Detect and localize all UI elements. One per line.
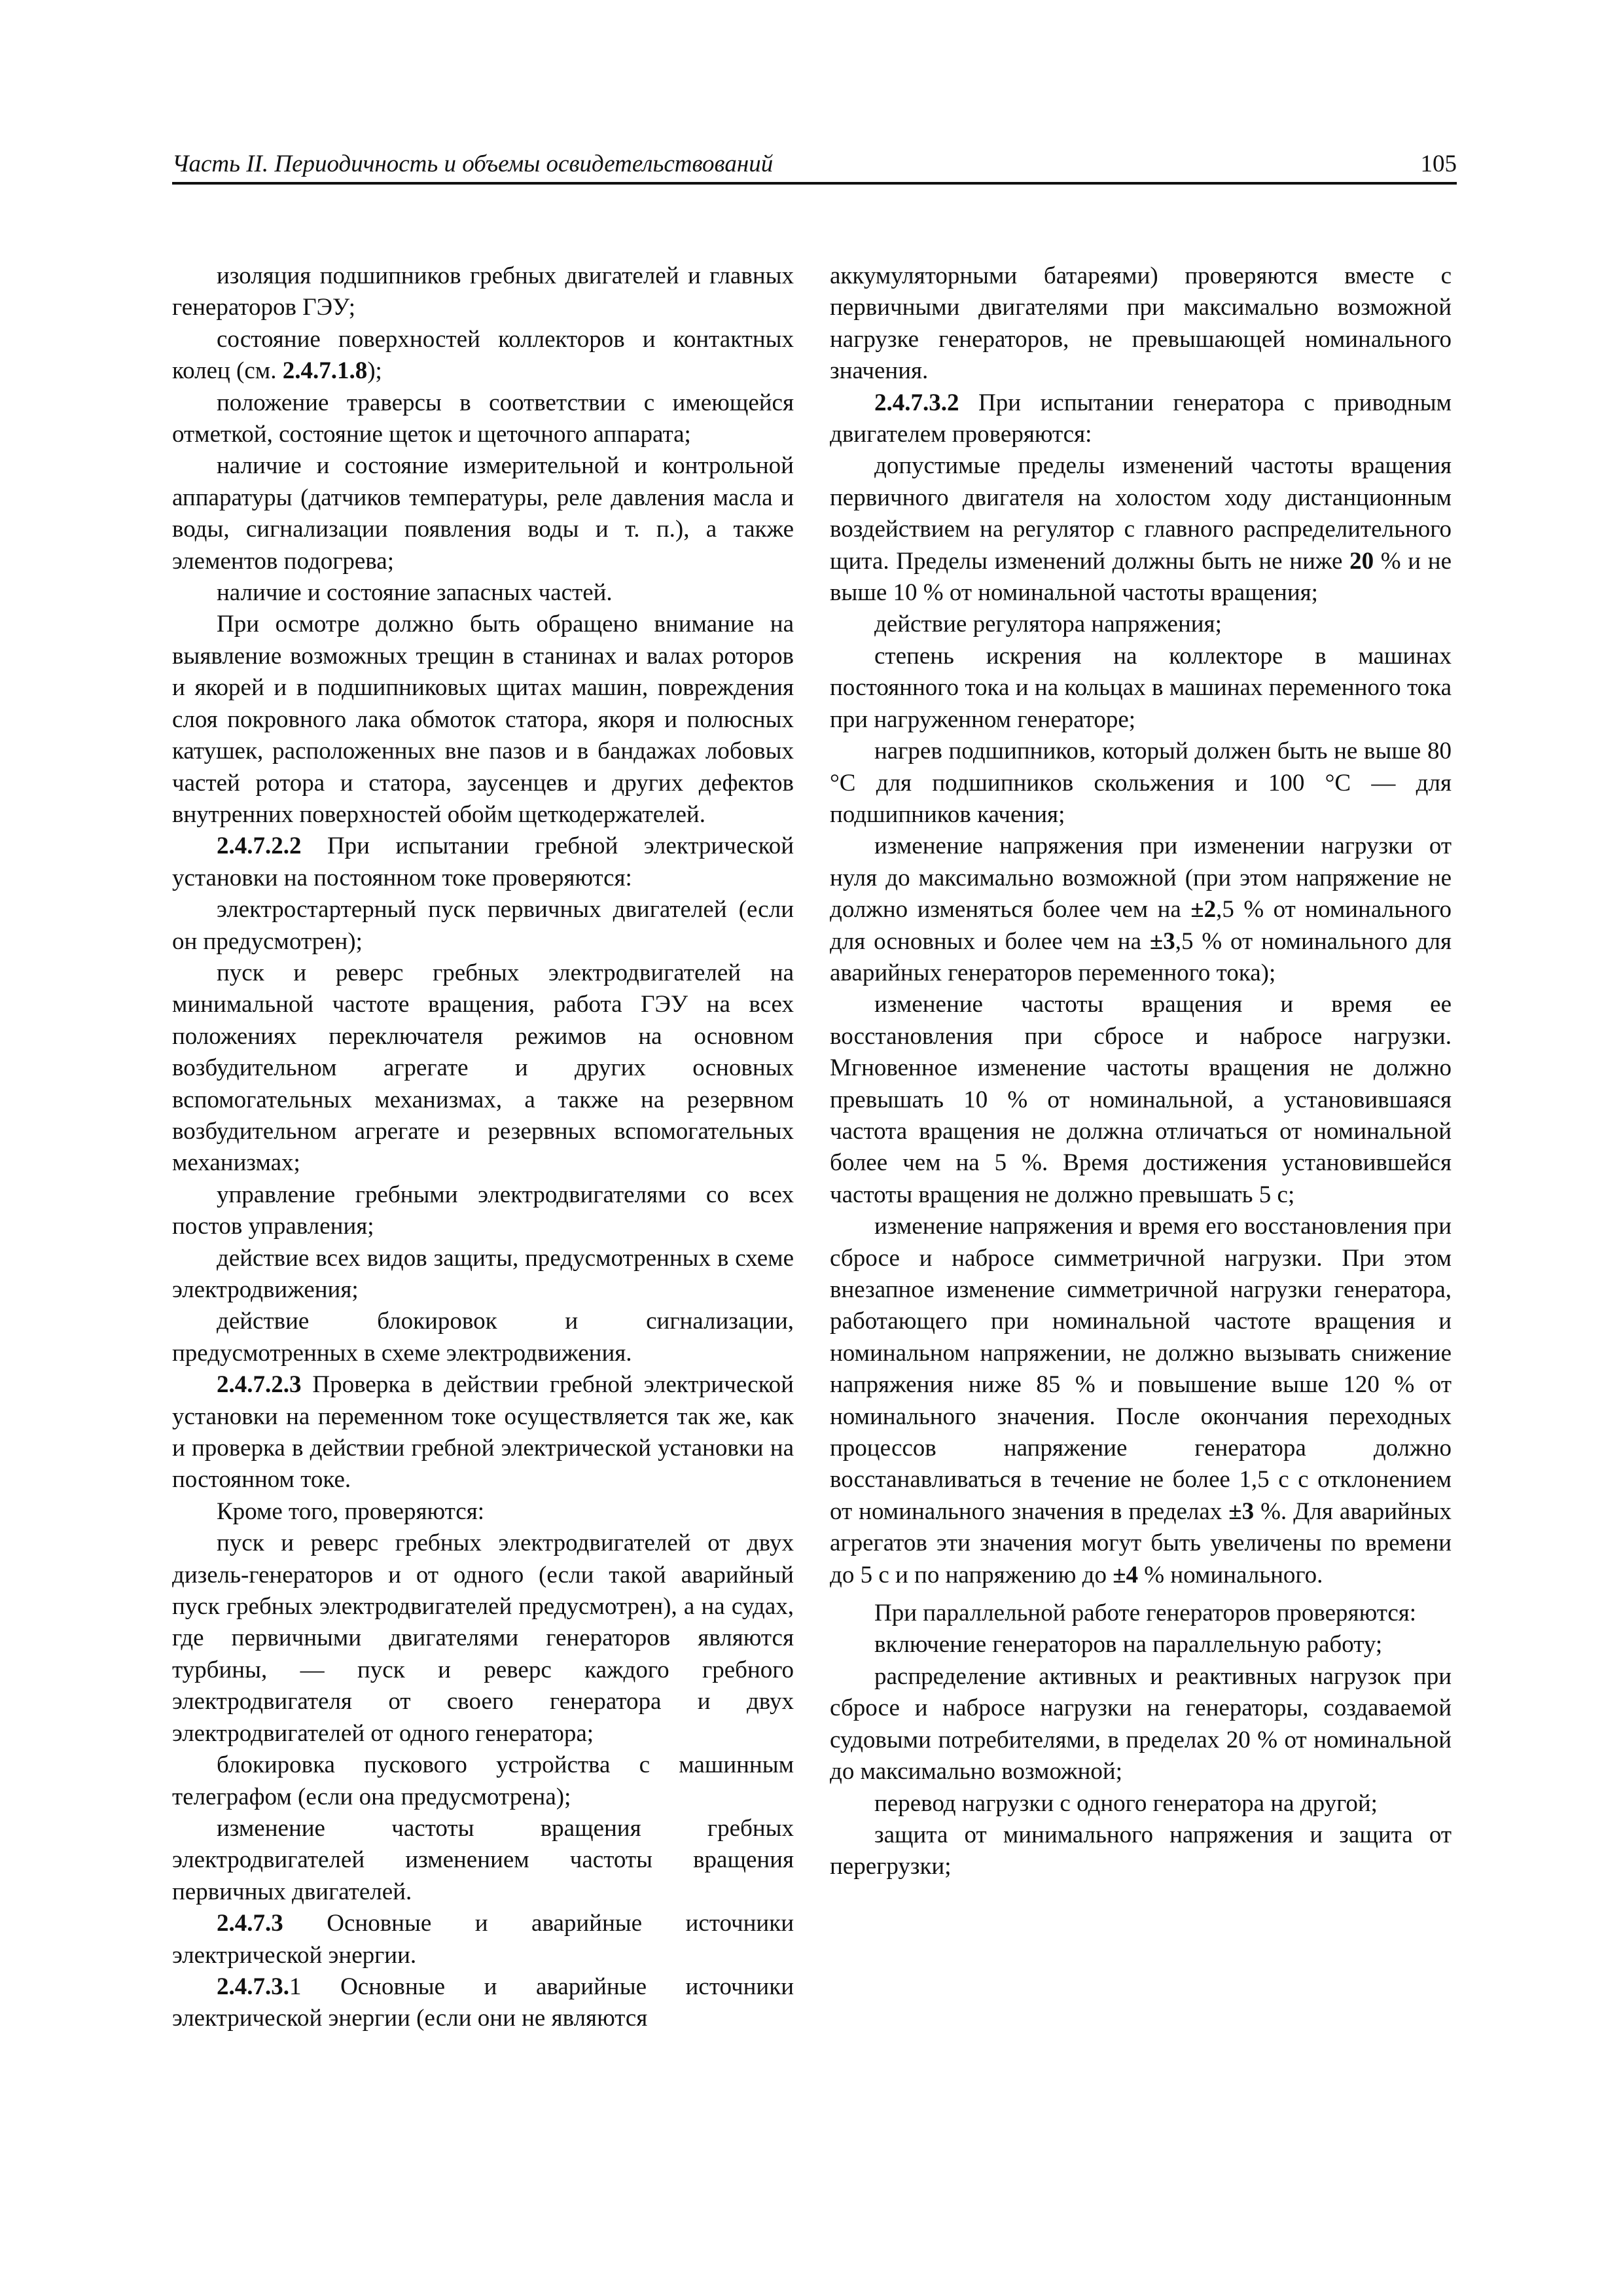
section-number: 2.4.7.3. [217,1973,289,2000]
paragraph: положение траверсы в соответствии с имеющейся отметкой, состояние щеток и щеточного аппарата; [172,389,794,448]
paragraph: электростартерный пуск первичных двигателей (если он предусмотрен); [172,896,794,955]
paragraph: пуск и реверс гребных электродвигателей от двух дизель-генераторов и от одного (если такой аварийный пуск гребных электродвигателей предусмотрен), а на судах, где первичными двигателями генераторов являются турбины, — пуск и реверс каждого гребного электродвигателя от своего генератора и двух электродвигателей от одного генератора; [172,1530,794,1747]
section-2-4-7-2-2: 2.4.7.2.2 При испытании гребной электрической установки на постоянном токе проверяются: [172,833,794,891]
running-header-title: Часть II. Периодичность и объемы освидетельствований [172,151,774,177]
paragraph: состояние поверхностей коллекторов и контактных колец (см. 2.4.7.1.8); [172,325,794,385]
page-number: 105 [1420,151,1457,177]
paragraph: изменение частоты вращения гребных электродвигателей изменением частоты вращения первичных двигателей. [172,1814,794,1905]
section-2-4-7-3-2: 2.4.7.3.2 При испытании генератора с приводным двигателем проверяются: [830,389,1452,448]
section-number: 2.4.7.2.3 [217,1371,302,1399]
section-2-4-7-3: 2.4.7.3 Основные и аварийные источники электрической энергии. [172,1910,794,1969]
paragraph: При осмотре должно быть обращено внимание на выявление возможных трещин в станинах и валах роторов и якорей и в подшипниковых щитах машин, повреждения слоя покровного лака обмоток статора, якоря и полюсных катушек, расположенных вне пазов и в бандажах лобовых частей ротора и статора, заусенцев и других дефектов внутренних поверхностей обойм щеткодержателей. [172,611,794,828]
paragraph: изменение напряжения и время его восстановления при сбросе и набросе симметричной нагрузки. При этом внезапное изменение симметричной нагрузки генератора, работающего при номинальной частоте вращения и номинальном напряжении, не должно вызывать снижение напряжения ниже 85 % и повышение выше 120 % от номинального значения. После окончания переходных процессов напряжение генератора должно восстанавливаться в течение не более 1,5 с с отклонением от номинального значения в пределах ±3 %. Для аварийных агрегатов эти значения могут быть увеличены по времени до 5 с и по напряжению до ±4 % номинального. [830,1213,1452,1588]
paragraph: защита от минимального напряжения и защита от перегрузки; [830,1821,1452,1880]
section-number: 2.4.7.3 [217,1910,283,1937]
paragraph: действие всех видов защиты, предусмотренных в схеме электродвижения; [172,1244,794,1303]
paragraph: наличие и состояние измерительной и контрольной аппаратуры (датчиков температуры, реле давления масла и воды, сигнализации появления воды и т. п.), а также элементов подогрева; [172,452,794,575]
section-2-4-7-3-1: 2.4.7.3.1 Основные и аварийные источники электрической энергии (если они не являются [172,1973,794,2032]
section-number: 2.4.7.2.2 [217,833,302,860]
paragraph: действие регулятора напряжения; [874,611,1222,638]
paragraph: изменение частоты вращения и время ее восстановления при сбросе и набросе нагрузки. Мгновенное изменение частоты вращения не должно превышать 10 % от номинальной, а установившаяся частота вращения не должна отличаться от номинальной более чем на 5 %. Время достижения установившейся частоты вращения не должно превышать 5 с; [830,991,1452,1208]
paragraph-continued: аккумуляторными батареями) проверяются вместе с первичными двигателями при максимально возможной нагрузке генераторов, не превышающей номинального значения. [830,262,1452,385]
paragraph: управление гребными электродвигателями со всех постов управления; [172,1181,794,1240]
paragraph: изоляция подшипников гребных двигателей и главных генераторов ГЭУ; [172,262,794,321]
running-header [172,145,1457,185]
cross-reference: 2.4.7.1.8 [282,357,368,385]
paragraph: допустимые пределы изменений частоты вращения первичного двигателя на холостом ходу дистанционным воздействием на регулятор с главного распределительного щита. Пределы изменений должны быть не ниже 20 % и не выше 10 % от номинальной частоты вращения; [830,452,1452,607]
section-number: 2.4.7.3.2 [874,389,959,416]
right-column [830,260,1452,1883]
section-number-suffix: 1 [289,1973,302,2000]
paragraph: наличие и состояние запасных частей. [217,579,613,607]
paragraph: степень искрения на коллекторе в машинах постоянного тока и на кольцах в машинах переменного тока при нагруженном генераторе; [830,642,1452,733]
paragraph: Кроме того, проверяются: [217,1498,484,1525]
paragraph: действие блокировок и сигнализации, предусмотренных в схеме электродвижения. [172,1308,794,1367]
left-column [172,260,794,2035]
paragraph: распределение активных и реактивных нагрузок при сбросе и набросе нагрузки на генераторы, создаваемой судовыми потребителями, в пределах 20 % от номинальной до максимально возможной; [830,1662,1452,1785]
paragraph: При параллельной работе генераторов проверяются: [874,1600,1417,1627]
paragraph: перевод нагрузки с одного генератора на другой; [874,1789,1378,1817]
paragraph: блокировка пускового устройства с машинным телеграфом (если она предусмотрена); [172,1751,794,1810]
section-2-4-7-2-3: 2.4.7.2.3 Проверка в действии гребной электрической установки на переменном токе осуществляется так же, как и проверка в действии гребной электрической установки на постоянном токе. [172,1371,794,1494]
paragraph: нагрев подшипников, который должен быть не выше 80 °С для подшипников скольжения и 100 °С — для подшипников качения; [830,738,1452,828]
paragraph: изменение напряжения при изменении нагрузки от нуля до максимально возможной (при этом напряжение не должно изменяться более чем на ±2,5 % от номинального для основных и более чем на ±3,5 % от номинального для аварийных генераторов переменного тока); [830,833,1452,986]
paragraph: пуск и реверс гребных электродвигателей на минимальной частоте вращения, работа ГЭУ на всех положениях переключателя режимов на основном возбудительном агрегате и других основных вспомогательных механизмах, а также на резервном возбудительном агрегате и резервных вспомогательных механизмах; [172,959,794,1177]
paragraph: включение генераторов на параллельную работу; [874,1631,1383,1659]
